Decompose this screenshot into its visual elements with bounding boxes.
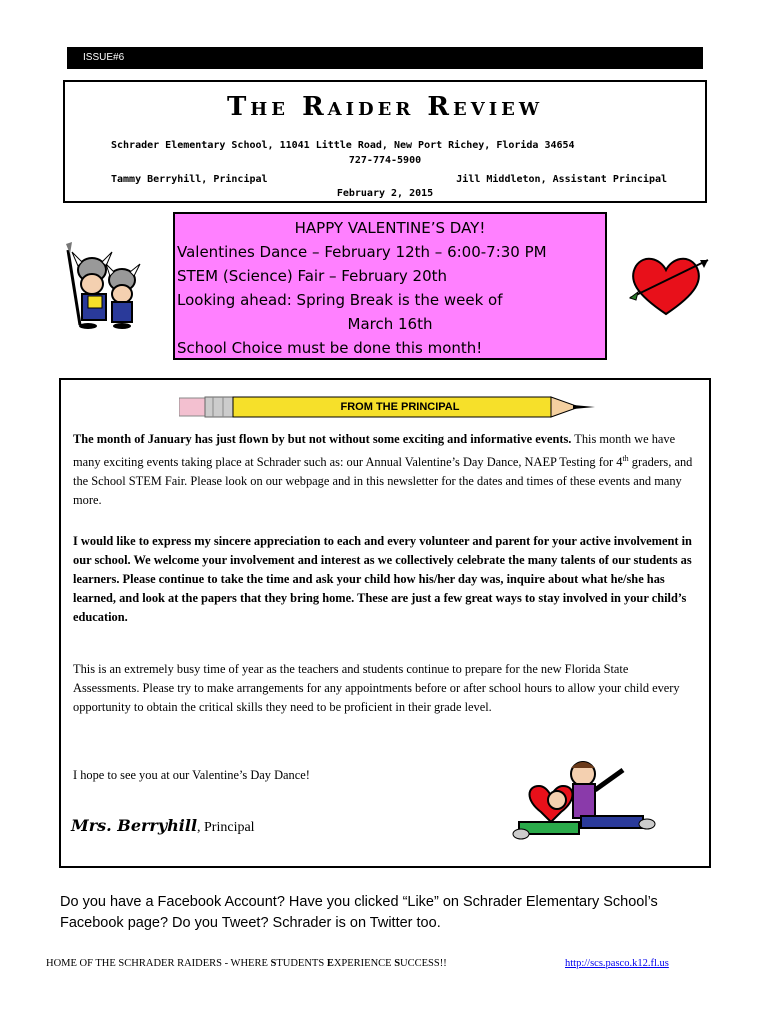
- paragraph-closing: I hope to see you at our Valentine’s Day Dance!: [73, 768, 310, 782]
- newsletter-title: The Raider Review: [226, 92, 544, 122]
- stem-fair-line: STEM (Science) Fair – February 20th: [177, 267, 448, 285]
- assistant-principal-name: Jill Middleton, Assistant Principal: [456, 174, 667, 185]
- footer-motto: [46, 958, 447, 969]
- paragraph-january: [73, 430, 697, 510]
- ordinal-suffix: th: [622, 454, 629, 463]
- signature-title: , Principal: [197, 820, 255, 835]
- motto-part: HOME OF THE SCHRADER RAIDERS - WHERE: [46, 958, 271, 969]
- from-the-principal-banner: [179, 394, 595, 420]
- signature: [71, 816, 255, 836]
- motto-part: XPERIENCE: [333, 958, 395, 969]
- signature-name: Mrs. Berryhill: [71, 816, 198, 835]
- issue-bar: [67, 47, 703, 69]
- heart-arrow-icon: [626, 254, 712, 318]
- spring-break-date-line: March 16th: [347, 315, 433, 333]
- paragraph-assessments: This is an extremely busy time of year as the teachers and students continue to prepare for the new Florida State Assessments. Please try to make arrangements for any appointments before or after school hours to allow your child every opportunity to obtain the critical skills they need to be proficient in their grade level.: [73, 662, 680, 714]
- school-choice-line: School Choice must be done this month!: [177, 339, 483, 357]
- valentine-title: HAPPY VALENTINE’S DAY!: [294, 219, 486, 237]
- motto-letter-e: E: [326, 958, 334, 969]
- paragraph-january-text-a: This month we have many exciting events taking place at Schrader such as: our Annual Valentine’s Day Dance, NAEP Testing for 4: [73, 432, 676, 470]
- motto-letter-s: S: [394, 958, 401, 969]
- school-website-link[interactable]: http://scs.pasco.k12.fl.us: [565, 958, 669, 969]
- banner-label: FROM THE PRINCIPAL: [340, 401, 460, 413]
- issue-label: ISSUE#6: [83, 52, 125, 63]
- viking-mascot-icon: [58, 240, 148, 330]
- motto-letter-s: S: [270, 958, 277, 969]
- school-address: Schrader Elementary School, 11041 Little Road, New Port Richey, Florida 34654: [111, 140, 575, 151]
- school-phone: 727-774-5900: [348, 155, 422, 166]
- principal-name: Tammy Berryhill, Principal: [111, 174, 268, 185]
- paragraph-appreciation: I would like to express my sincere appreciation to each and every volunteer and parent for your active involvement in our school. We welcome your involvement and interest as we collectively celebrate the many talents of our students as learners. Please continue to take the time and ask your child how his/her day was, inquire about what he/she has learned, and look at the papers that they bring home. These are just a few great ways to stay involved in your child’s education.: [73, 534, 692, 624]
- paragraph-january-text-b: graders, and the School STEM Fair. Please look on our webpage and in this newsletter for the dates and times of these events and many more.: [73, 455, 693, 508]
- principal-letter-section: [59, 378, 711, 868]
- paragraph-january-lead: The month of January has just flown by but not without some exciting and informative events.: [73, 432, 572, 446]
- masthead: [63, 80, 707, 203]
- issue-date: February 2, 2015: [336, 188, 434, 199]
- valentine-dance-line: Valentines Dance – February 12th – 6:00-7:30 PM: [177, 243, 547, 261]
- facebook-twitter-note: Do you have a Facebook Account? Have you clicked “Like” on Schrader Elementary School’s Facebook page? Do you Tweet? Schrader is on Twitter too.: [60, 894, 658, 931]
- motto-part: UCCESS!!: [400, 958, 447, 969]
- motto-part: TUDENTS: [276, 958, 327, 969]
- valentine-announcement-box: [173, 212, 607, 360]
- spring-break-line: Looking ahead: Spring Break is the week of: [177, 291, 503, 309]
- kids-with-heart-icon: [511, 760, 661, 846]
